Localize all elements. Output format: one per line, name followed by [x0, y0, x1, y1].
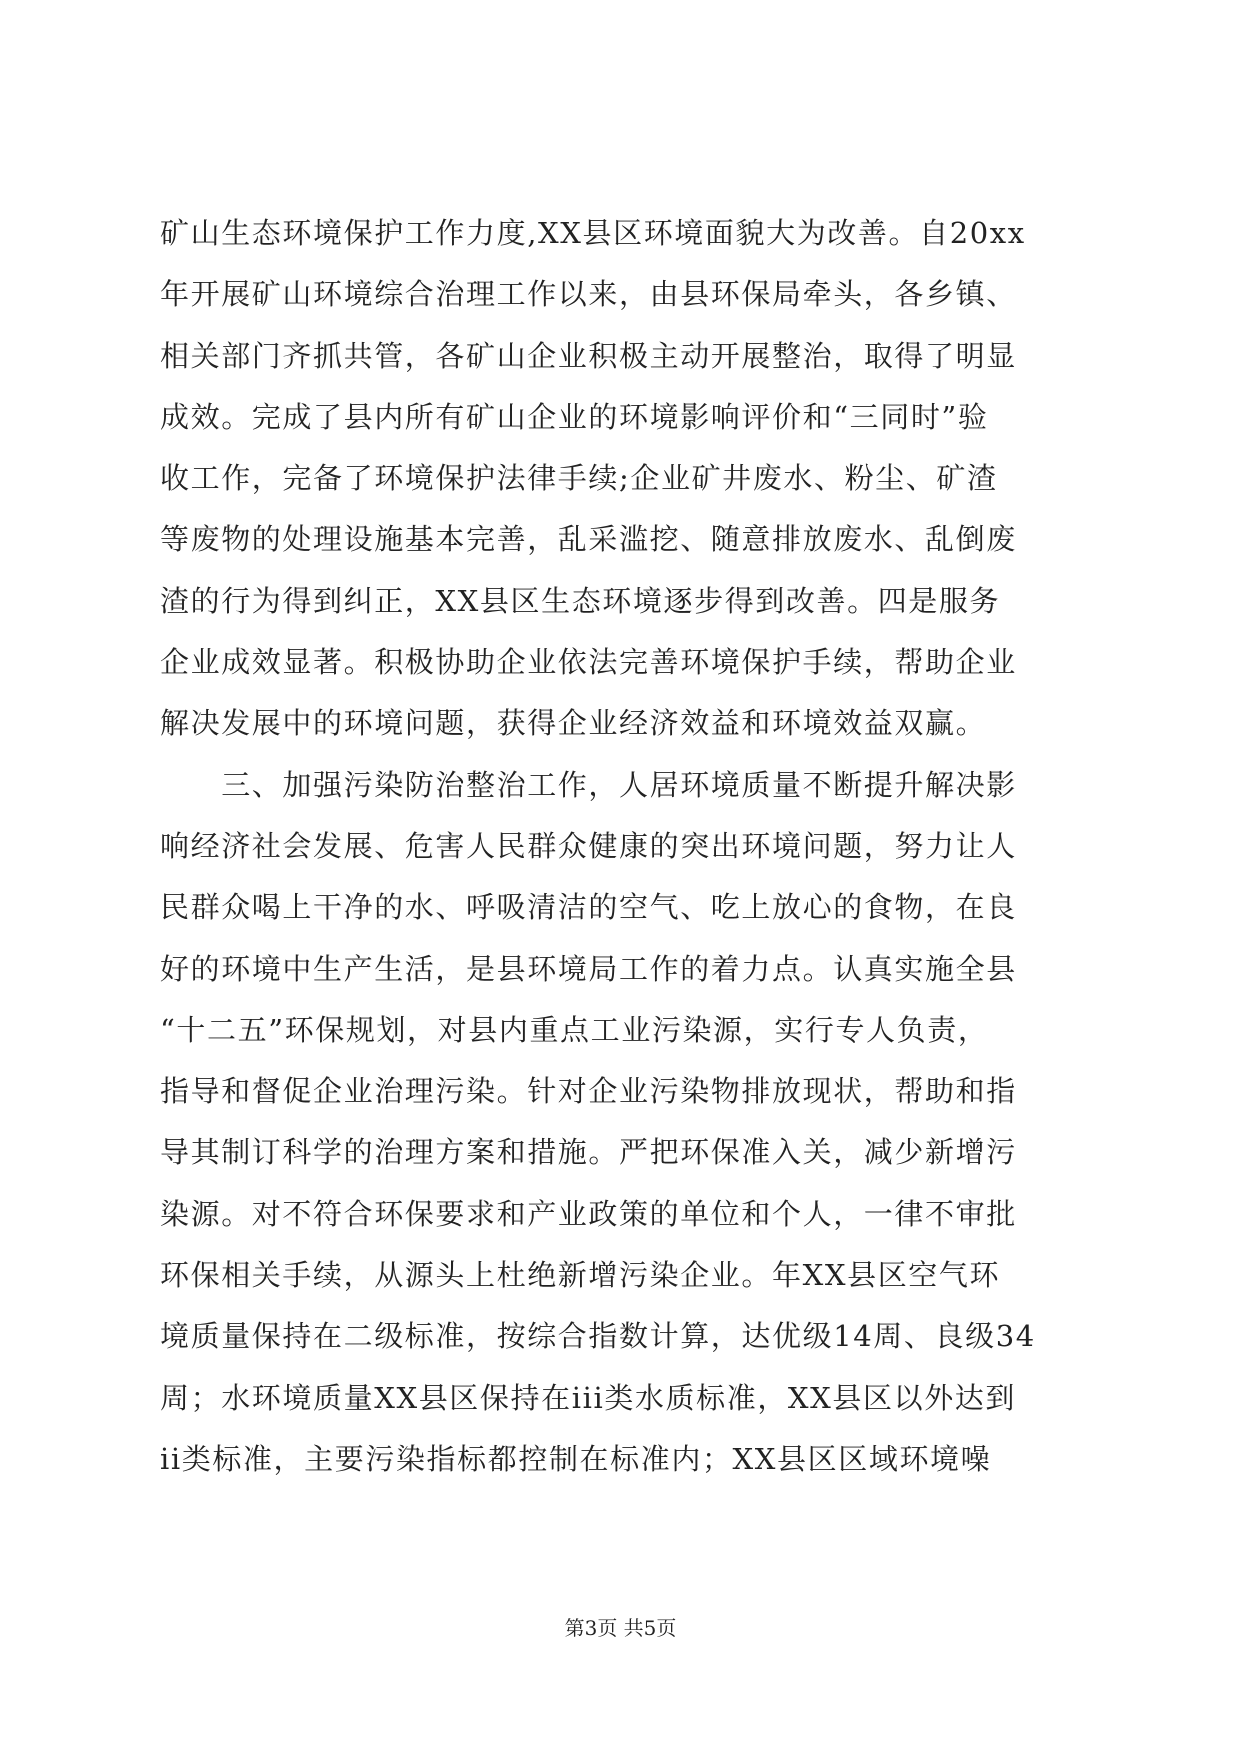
text-line: 周；水环境质量XX县区保持在iii类水质标准，XX县区以外达到 — [160, 1380, 1017, 1415]
text-line: 相关部门齐抓共管，各矿山企业积极主动开展整治，取得了明显 — [160, 338, 1017, 373]
text-line: 指导和督促企业治理污染。针对企业污染物排放现状，帮助和指 — [160, 1074, 1017, 1109]
page-number: 第3页 共5页 — [564, 1616, 677, 1640]
page-footer — [0, 1612, 1241, 1641]
text-line: 等废物的处理设施基本完善，乱采滥挖、随意排放废水、乱倒废 — [160, 522, 1017, 557]
text-line: 导其制订科学的治理方案和措施。严把环保准入关，减少新增污 — [160, 1135, 1017, 1170]
text-line: 渣的行为得到纠正，XX县区生态环境逐步得到改善。四是服务 — [160, 583, 1001, 618]
text-line: 响经济社会发展、危害人民群众健康的突出环境问题，努力让人 — [160, 828, 1017, 863]
text-line: 企业成效显著。积极协助企业依法完善环境保护手续，帮助企业 — [160, 645, 1017, 680]
text-line: 年开展矿山环境综合治理工作以来，由县环保局牵头，各乡镇、 — [160, 277, 1017, 312]
text-line: 三、加强污染防治整治工作，人居环境质量不断提升解决影 — [160, 767, 1017, 802]
text-line: 境质量保持在二级标准，按综合指数计算，达优级14周、良级34 — [160, 1319, 1036, 1354]
text-line: 解决发展中的环境问题，获得企业经济效益和环境效益双赢。 — [160, 706, 987, 741]
text-line: 民群众喝上干净的水、呼吸清洁的空气、吃上放心的食物，在良 — [160, 890, 1017, 925]
text-line: 环保相关手续，从源头上杜绝新增污染企业。年XX县区空气环 — [160, 1258, 1001, 1293]
text-line: 成效。完成了县内所有矿山企业的环境影响评价和“三同时”验 — [160, 399, 989, 434]
text-line: 染源。对不符合环保要求和产业政策的单位和个人，一律不审批 — [160, 1196, 1017, 1231]
text-line: 好的环境中生产生活，是县环境局工作的着力点。认真实施全县 — [160, 951, 1017, 986]
text-line: 收工作，完备了环境保护法律手续;企业矿井废水、粉尘、矿渣 — [160, 461, 998, 496]
text-line: “十二五”环保规划，对县内重点工业污染源，实行专人负责， — [160, 1012, 989, 1047]
text-line: 矿山生态环境保护工作力度,XX县区环境面貌大为改善。自20xx — [160, 216, 1026, 250]
body-text — [160, 203, 1084, 1490]
text-line: ii类标准，主要污染指标都控制在标准内；XX县区区域环境噪 — [160, 1441, 992, 1476]
